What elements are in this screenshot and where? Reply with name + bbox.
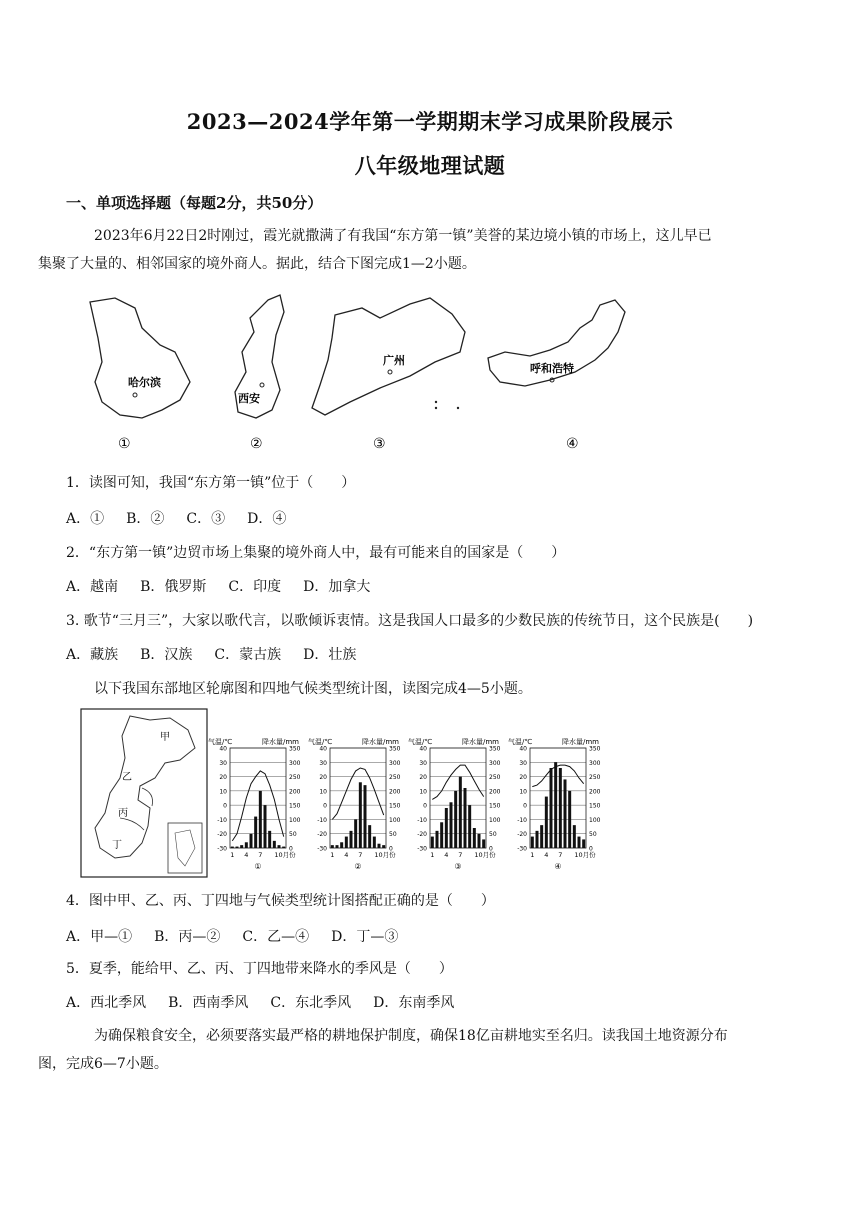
climate-2-precip-tick: 200	[389, 788, 401, 796]
climate-4-precip-tick: 350	[589, 745, 601, 753]
climate-3-x-tick: 1	[430, 851, 435, 859]
question-2: 2．“东方第一镇”边贸市场上集聚的境外商人中，最有可能来自的国家是（ ）	[66, 545, 566, 561]
climate-4-precip-bar	[545, 797, 548, 848]
climate-4-precip-bar	[582, 839, 585, 848]
climate-1-precip-tick: 350	[289, 745, 301, 753]
map-label-guangzhou: 广州	[383, 354, 405, 367]
climate-4-precip-tick: 0	[589, 845, 593, 853]
climate-4-precip-bar	[554, 762, 557, 848]
climate-3-precip-bar	[436, 831, 439, 848]
climate-3-temp-tick: 20	[419, 774, 427, 782]
climate-4-number: ④	[554, 862, 562, 871]
climate-3-temp-tick: 0	[423, 802, 427, 810]
climate-4-precip-bar	[536, 831, 539, 848]
climate-3-precip-bar	[464, 788, 467, 848]
map-4-inner-mongolia	[488, 300, 625, 452]
question-5-options	[66, 992, 476, 1012]
q2-option-c[interactable]: C．印度	[228, 579, 282, 595]
q5-option-c[interactable]: C．东北季风	[270, 995, 352, 1011]
map-number-1: ①	[118, 436, 131, 452]
climate-2-precip-tick: 0	[389, 845, 393, 853]
page-subtitle: 八年级地理试题	[354, 153, 506, 178]
region-label-jia: 甲	[160, 732, 170, 743]
climate-2-precip-axis-label: 降水量/mm	[362, 738, 399, 746]
province-maps-figure	[80, 290, 640, 460]
climate-1-precip-bar	[240, 845, 243, 848]
climate-3-precip-tick: 300	[489, 759, 501, 767]
climate-4-precip-tick: 300	[589, 759, 601, 767]
climate-4-temp-tick: 10	[519, 788, 527, 796]
climate-2-temp-tick: -30	[317, 845, 327, 853]
climate-2-precip-bar	[382, 845, 385, 848]
climate-1-precip-bar	[236, 847, 239, 848]
q3-option-a[interactable]: A．藏族	[66, 647, 119, 663]
climate-4-x-tick: 7	[558, 851, 563, 859]
map-label-xian: 西安	[238, 392, 260, 405]
q3-option-d[interactable]: D．壮族	[303, 647, 357, 663]
climate-3-precip-bar	[459, 777, 462, 848]
climate-1-x-tick: 1	[230, 851, 235, 859]
climate-4-temp-tick: 40	[519, 745, 527, 753]
climate-1-temp-axis-label: 气温/℃	[208, 738, 233, 746]
climate-1-x-tick: 7	[258, 851, 263, 859]
climate-3-temp-tick: -20	[417, 831, 427, 839]
climate-4-precip-bar	[559, 768, 562, 848]
climate-2-precip-bar	[336, 845, 339, 848]
region-label-bing: 丙	[118, 808, 128, 819]
climate-2-temp-tick: 40	[319, 745, 327, 753]
climate-1-precip-bar	[273, 841, 276, 848]
climate-2-precip-tick: 150	[389, 802, 401, 810]
intro-3-line-b: 图，完成6—7小题。	[38, 1056, 168, 1072]
climate-4-temp-tick: -10	[517, 816, 527, 824]
q4-option-c[interactable]: C．乙—④	[242, 929, 310, 945]
q2-option-d[interactable]: D．加拿大	[303, 579, 371, 595]
climate-1-x-tick: 10月份	[274, 851, 296, 859]
section-heading: 一、单项选择题（每题2分，共50分）	[66, 194, 323, 212]
map-number-3: ③	[373, 436, 386, 452]
climate-3-precip-tick: 50	[489, 831, 497, 839]
climate-3-temp-tick: 30	[419, 759, 427, 767]
climate-3-temp-tick: 10	[419, 788, 427, 796]
climate-1-precip-tick: 250	[289, 774, 301, 782]
climate-4-x-tick: 10月份	[574, 851, 596, 859]
climate-1-temp-tick: 30	[219, 759, 227, 767]
q1-option-c[interactable]: C．③	[186, 511, 226, 527]
map-2-shaanxi	[235, 295, 284, 452]
climate-1-x-tick: 4	[244, 851, 249, 859]
climate-4-precip-bar	[531, 837, 534, 848]
intro-paragraph-3	[38, 1022, 796, 1078]
climate-1-precip-bar	[278, 845, 281, 848]
climate-1-precip-axis-label: 降水量/mm	[262, 738, 299, 746]
climate-2-temp-tick: 10	[319, 788, 327, 796]
climate-4-precip-bar	[564, 779, 567, 848]
climate-1-precip-bar	[254, 817, 257, 848]
climate-3-temp-axis-label: 气温/℃	[408, 738, 433, 746]
climate-1-precip-bar	[282, 847, 285, 848]
intro-1-line-a: 2023年6月22日2时刚过，霞光就撒满了有我国“东方第一镇”美誉的某边境小镇的市场上，这儿早已	[94, 228, 712, 244]
map-label-hohhot: 呼和浩特	[530, 362, 574, 375]
climate-2-x-tick: 10月份	[374, 851, 396, 859]
climate-3-x-tick: 10月份	[474, 851, 496, 859]
climate-1-precip-tick: 150	[289, 802, 301, 810]
region-label-ding: 丁	[112, 840, 122, 851]
climate-3-x-tick: 7	[458, 851, 463, 859]
climate-2-precip-tick: 50	[389, 831, 397, 839]
intro-3-line-a: 为确保粮食安全，必须要落实最严格的耕地保护制度，确保18亿亩耕地实至名归。读我国土地资源分布	[94, 1028, 728, 1044]
climate-4-temp-axis-label: 气温/℃	[508, 738, 533, 746]
climate-3-precip-bar	[440, 822, 443, 848]
climate-1-temp-tick: 20	[219, 774, 227, 782]
climate-3-precip-tick: 350	[489, 745, 501, 753]
climate-4-precip-tick: 100	[589, 816, 601, 824]
climate-2-number: ②	[354, 862, 362, 871]
climate-4-temp-line	[532, 765, 583, 787]
q5-option-a[interactable]: A．西北季风	[66, 995, 147, 1011]
climate-4-precip-tick: 150	[589, 802, 601, 810]
map-number-4: ④	[566, 436, 579, 452]
climate-3-precip-bar	[473, 828, 476, 848]
climate-1-precip-bar	[268, 831, 271, 848]
climate-4-temp-tick: 0	[523, 802, 527, 810]
climate-2-temp-tick: 20	[319, 774, 327, 782]
climate-4-precip-bar	[568, 791, 571, 848]
q1-option-a[interactable]: A．①	[66, 511, 105, 527]
climate-4-precip-bar	[573, 825, 576, 848]
intro-paragraph-2: 以下我国东部地区轮廓图和四地气候类型统计图，读图完成4—5小题。	[94, 681, 532, 697]
climate-1-precip-tick: 100	[289, 816, 301, 824]
climate-3-precip-bar	[450, 802, 453, 848]
q3-option-c[interactable]: C．蒙古族	[214, 647, 282, 663]
climate-4-precip-bar	[550, 768, 553, 848]
climate-3-precip-tick: 0	[489, 845, 493, 853]
climate-1-temp-line	[232, 771, 283, 841]
climate-1-temp-tick: -30	[217, 845, 227, 853]
climate-2-precip-bar	[350, 831, 353, 848]
climate-1-temp-tick: -10	[217, 816, 227, 824]
climate-3-precip-tick: 100	[489, 816, 501, 824]
region-label-yi: 乙	[122, 772, 132, 783]
climate-2-temp-axis-label: 气温/℃	[308, 738, 333, 746]
q1-option-b[interactable]: B．②	[126, 511, 165, 527]
map-number-2: ②	[250, 436, 263, 452]
climate-2-temp-tick: 30	[319, 759, 327, 767]
climate-2-x-tick: 7	[358, 851, 363, 859]
intro-paragraph-1	[38, 222, 796, 278]
climate-3-precip-tick: 200	[489, 788, 501, 796]
climate-2-precip-tick: 100	[389, 816, 401, 824]
climate-2-precip-tick: 300	[389, 759, 401, 767]
intro-1-line-b: 集聚了大量的、相邻国家的境外商人。据此，结合下图完成1—2小题。	[38, 256, 476, 272]
climate-1-precip-bar	[259, 791, 262, 848]
climate-4-temp-tick: -20	[517, 831, 527, 839]
climate-2-precip-bar	[354, 819, 357, 848]
climate-2-precip-bar	[340, 842, 343, 848]
question-5: 5．夏季，能给甲、乙、丙、丁四地带来降水的季风是（ ）	[66, 961, 453, 977]
map-1-heilongjiang	[90, 298, 190, 452]
climate-2-precip-bar	[345, 837, 348, 848]
climate-4-x-tick: 4	[544, 851, 549, 859]
climate-2-precip-bar	[331, 845, 334, 848]
climate-1-precip-bar	[231, 847, 234, 848]
q4-option-d[interactable]: D．丁—③	[331, 929, 399, 945]
q3-option-b[interactable]: B．汉族	[140, 647, 193, 663]
q4-option-b[interactable]: B．丙—②	[154, 929, 221, 945]
climate-3-temp-line	[432, 765, 483, 799]
climate-1-temp-tick: 10	[219, 788, 227, 796]
page-title: 2023—2024学年第一学期期末学习成果阶段展示	[186, 109, 674, 134]
climate-3-temp-tick: -10	[417, 816, 427, 824]
climate-3-precip-bar	[445, 808, 448, 848]
question-4-options	[66, 926, 420, 946]
climate-1-temp-tick: 0	[223, 802, 227, 810]
climate-4-precip-bar	[578, 837, 581, 848]
climate-3-precip-bar	[454, 791, 457, 848]
map-label-harbin: 哈尔滨	[128, 376, 161, 389]
climate-2-precip-bar	[359, 782, 362, 848]
climate-3-number: ③	[454, 862, 462, 871]
climate-1-number: ①	[254, 862, 262, 871]
climate-3-temp-tick: -30	[417, 845, 427, 853]
climate-2-precip-tick: 350	[389, 745, 401, 753]
climate-1-temp-tick: 40	[219, 745, 227, 753]
question-3: 3. 歌节“三月三”，大家以歌代言，以歌倾诉衷情。这是我国人口最多的少数民族的传统节日，这个民族是( )	[66, 613, 754, 629]
climate-2-temp-line	[332, 768, 383, 819]
climate-1-precip-tick: 0	[289, 845, 293, 853]
question-2-options	[66, 576, 392, 596]
climate-2-precip-bar	[378, 844, 381, 848]
climate-4-temp-tick: -30	[517, 845, 527, 853]
climate-3-precip-bar	[468, 805, 471, 848]
map-3-guangdong	[312, 298, 465, 452]
east-china-map	[80, 708, 210, 880]
climate-1-precip-bar	[250, 834, 253, 848]
climate-2-precip-tick: 250	[389, 774, 401, 782]
climate-1-temp-tick: -20	[217, 831, 227, 839]
climate-3-precip-axis-label: 降水量/mm	[462, 738, 499, 746]
climate-3-precip-bar	[431, 837, 434, 848]
climate-charts-figure	[208, 736, 608, 872]
climate-3-precip-tick: 250	[489, 774, 501, 782]
climate-4-x-tick: 1	[530, 851, 535, 859]
question-3-options	[66, 644, 378, 664]
climate-3-precip-bar	[482, 839, 485, 848]
question-1-options	[66, 508, 308, 528]
climate-3-precip-tick: 150	[489, 802, 501, 810]
climate-3-temp-tick: 40	[419, 745, 427, 753]
climate-2-precip-bar	[368, 825, 371, 848]
climate-1-precip-bar	[264, 805, 267, 848]
climate-2-temp-tick: 0	[323, 802, 327, 810]
q2-option-a[interactable]: A．越南	[66, 579, 119, 595]
climate-1-frame	[230, 748, 286, 848]
climate-4-precip-axis-label: 降水量/mm	[562, 738, 599, 746]
climate-4-precip-bar	[540, 825, 543, 848]
q5-option-b[interactable]: B．西南季风	[168, 995, 249, 1011]
climate-2-temp-tick: -20	[317, 831, 327, 839]
climate-4-temp-tick: 20	[519, 774, 527, 782]
climate-4-temp-tick: 30	[519, 759, 527, 767]
climate-1-precip-tick: 50	[289, 831, 297, 839]
q4-option-a[interactable]: A．甲—①	[66, 929, 133, 945]
climate-2-precip-bar	[364, 785, 367, 848]
climate-1-precip-tick: 200	[289, 788, 301, 796]
question-1: 1．读图可知，我国“东方第一镇”位于（ ）	[66, 475, 356, 491]
q2-option-b[interactable]: B．俄罗斯	[140, 579, 207, 595]
climate-4-precip-tick: 250	[589, 774, 601, 782]
climate-2-x-tick: 1	[330, 851, 335, 859]
climate-1-precip-bar	[245, 842, 248, 848]
question-4: 4．图中甲、乙、丙、丁四地与气候类型统计图搭配正确的是（ ）	[66, 893, 495, 909]
climate-4-precip-tick: 50	[589, 831, 597, 839]
climate-3-precip-bar	[478, 834, 481, 848]
q1-option-d[interactable]: D．④	[247, 511, 287, 527]
climate-2-temp-tick: -10	[317, 816, 327, 824]
climate-4-precip-tick: 200	[589, 788, 601, 796]
climate-2-x-tick: 4	[344, 851, 349, 859]
climate-3-x-tick: 4	[444, 851, 449, 859]
q5-option-d[interactable]: D．东南季风	[373, 995, 455, 1011]
climate-1-precip-tick: 300	[289, 759, 301, 767]
climate-2-precip-bar	[373, 837, 376, 848]
